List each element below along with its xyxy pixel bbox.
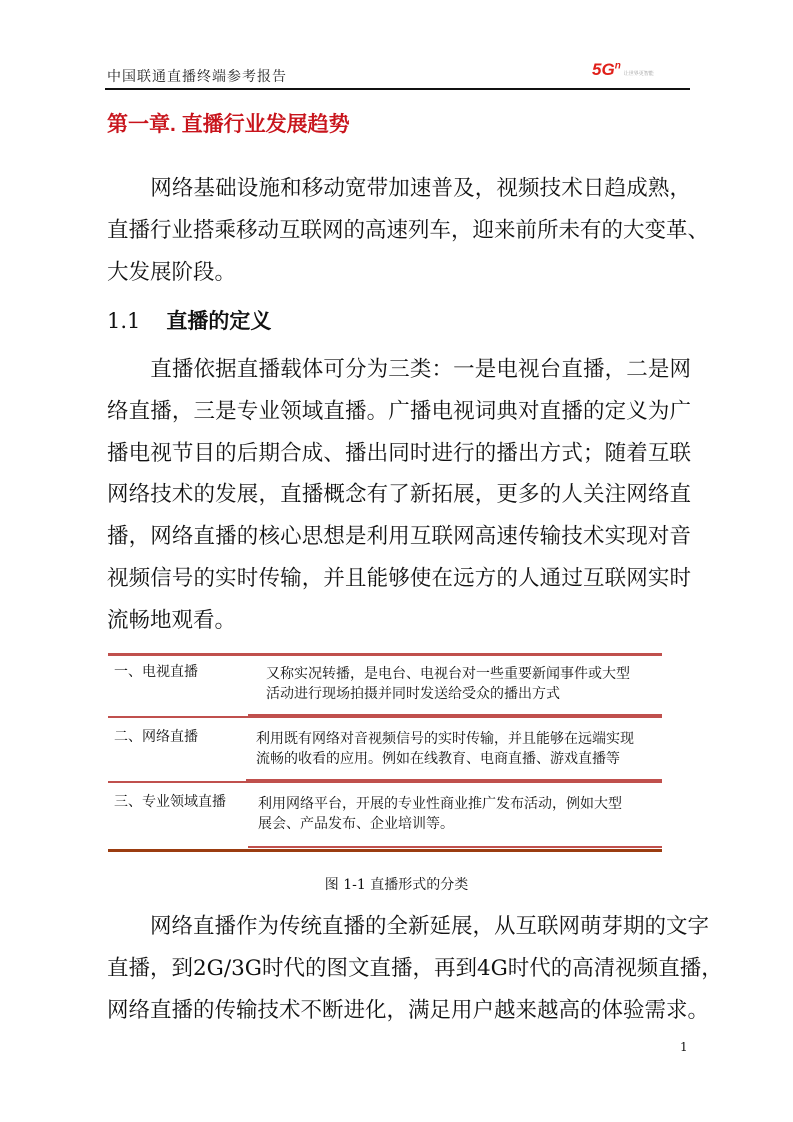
desc-cell bbox=[256, 728, 634, 768]
desc-line: 利用网络平台，开展的专业性商业推广发布活动，例如大型 bbox=[258, 795, 622, 811]
desc-line: 又称实况转播，是电台、电视台对一些重要新闻事件或大型 bbox=[266, 665, 630, 681]
line: 直播行业搭乘移动互联网的高速列车，迎来前所未有的大变革、 bbox=[107, 217, 710, 243]
line: 网络直播作为传统直播的全新延展，从互联网萌芽期的文字 bbox=[107, 914, 710, 939]
line: 网络直播的传输技术不断进化，满足用户越来越高的体验需求。 bbox=[107, 997, 710, 1023]
type-cell: 一、电视直播 bbox=[114, 663, 198, 679]
figure-caption: 图 1-1 直播形式的分类 bbox=[324, 877, 469, 893]
desc-cell bbox=[258, 793, 622, 833]
live-types-table bbox=[108, 653, 662, 848]
chapter-title: 第一章. 直播行业发展趋势 bbox=[107, 113, 350, 136]
desc-line: 利用既有网络对音视频信号的实时传输，并且能够在远端实现 bbox=[256, 730, 634, 746]
table-row bbox=[108, 783, 662, 848]
desc-line: 活动进行现场拍摄并同时发送给受众的播出方式 bbox=[266, 685, 560, 701]
running-header: 中国联通直播终端参考报告 bbox=[107, 69, 287, 85]
header-rule bbox=[105, 88, 690, 90]
line: 直播，到2G/3G时代的图文直播，再到4G时代的高清视频直播， bbox=[107, 955, 723, 981]
table-bottom-rule bbox=[108, 849, 662, 852]
table-rule bbox=[248, 714, 662, 716]
closing-paragraph bbox=[107, 906, 723, 1031]
intro-paragraph bbox=[107, 168, 710, 293]
logo-sup: n bbox=[614, 60, 621, 72]
section-number: 1.1 bbox=[107, 309, 141, 333]
desc-cell bbox=[266, 663, 630, 703]
logo-tagline: 让世界更智能 bbox=[623, 71, 654, 77]
table-rule bbox=[248, 846, 662, 848]
section-title: 直播的定义 bbox=[166, 308, 272, 333]
line: 大发展阶段。 bbox=[107, 259, 237, 285]
section-heading bbox=[107, 305, 271, 335]
desc-line: 展会、产品发布、企业培训等。 bbox=[258, 815, 454, 831]
line: 网络技术的发展，直播概念有了新拓展，更多的人关注网络直 bbox=[107, 482, 691, 508]
table-rule bbox=[246, 779, 662, 781]
line: 网络基础设施和移动宽带加速普及，视频技术日趋成熟， bbox=[107, 176, 691, 201]
line: 直播依据直播载体可分为三类：一是电视台直播，二是网 bbox=[107, 357, 691, 382]
type-cell: 三、专业领域直播 bbox=[114, 793, 226, 809]
line: 视频信号的实时传输，并且能够使在远方的人通过互联网实时 bbox=[107, 565, 691, 591]
type-cell: 二、网络直播 bbox=[114, 728, 198, 744]
line: 播电视节目的后期合成、播出同时进行的播出方式；随着互联 bbox=[107, 440, 691, 466]
logo-text: 5G bbox=[592, 60, 615, 79]
table-row bbox=[108, 653, 662, 718]
desc-line: 流畅的收看的应用。例如在线教育、电商直播、游戏直播等 bbox=[256, 750, 620, 766]
table-row bbox=[108, 718, 662, 783]
line: 播，网络直播的核心思想是利用互联网高速传输技术实现对音 bbox=[107, 524, 691, 550]
line: 流畅地观看。 bbox=[107, 607, 237, 633]
definition-paragraph bbox=[107, 349, 691, 642]
5g-logo bbox=[592, 60, 654, 80]
page-number: 1 bbox=[680, 1040, 688, 1054]
line: 络直播，三是专业领域直播。广播电视词典对直播的定义为广 bbox=[107, 398, 691, 424]
